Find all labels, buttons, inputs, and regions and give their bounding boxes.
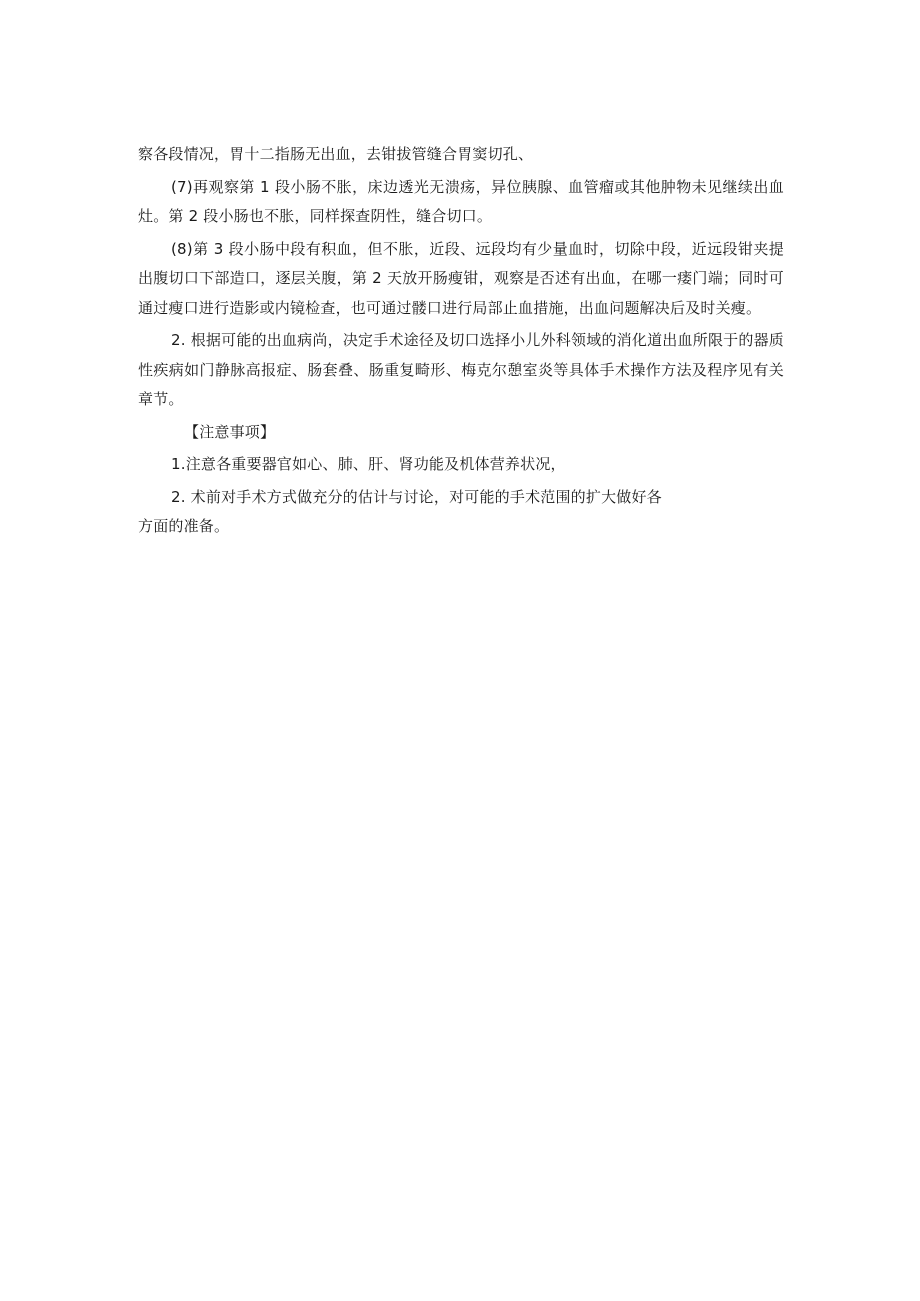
paragraph-continuation: 察各段情况，胃十二指肠无出血，去钳拔管缝合胃窦切孔、: [138, 145, 534, 163]
paragraph-note-1: 1.注意各重要器官如心、肺、肝、肾功能及机体营养状况，: [171, 455, 566, 473]
section-heading-notes: 【注意事项】: [184, 422, 276, 441]
paragraph-step-7: (7)再观察第 1 段小肠不胀，床边透光无溃疡，异位胰腺、血管瘤或其他肿物未见继续出血灶。第 2 段小肠也不胀，同样探查阴性，缝合切口。: [138, 177, 784, 225]
document-body: [138, 140, 784, 542]
paragraph-item-2: 2. 根据可能的出血病尚，决定手术途径及切口选择小儿外科领域的消化道出血所限于的器质性疾病如门静脉高报症、肠套叠、肠重复畸形、梅克尔憩室炎等具体手术操作方法及程序见有关章节。: [138, 331, 784, 408]
paragraph-step-8: (8)第 3 段小肠中段有积血，但不胀，近段、远段均有少量血时，切除中段，近远段钳夹提出腹切口下部造口，逐层关腹，第 2 天放开肠瘦钳，观察是否述有出血，在哪一瘘门端；同时可通过瘦口进行造影或内镜检查，也可通过髅口进行局部止血措施，出血问题解决后及时关瘦。: [138, 239, 784, 317]
paragraph-note-2-line-2: 方面的准备。: [138, 517, 230, 535]
paragraph-note-2-line-1: 2. 术前对手术方式做充分的估计与讨论，对可能的手术范围的扩大做好各: [171, 487, 662, 506]
paragraph-note-2: [138, 483, 784, 513]
